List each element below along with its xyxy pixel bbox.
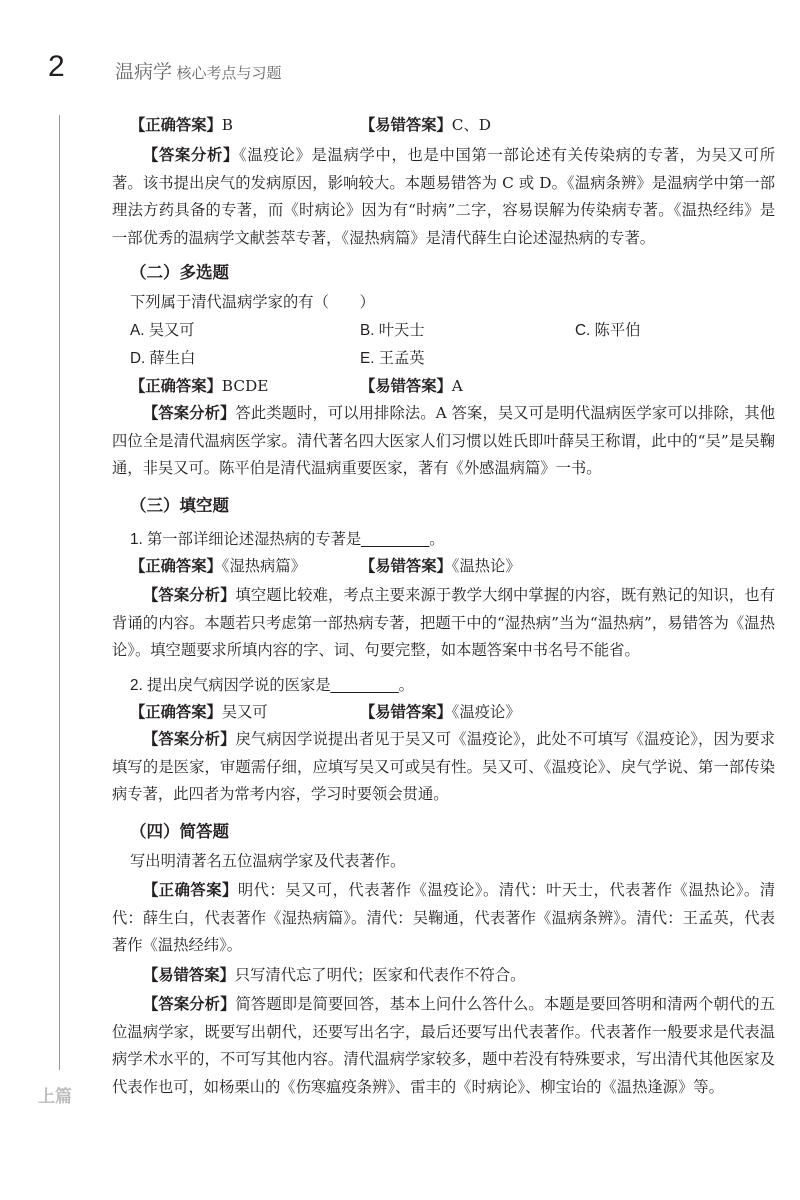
answer-row	[130, 112, 775, 140]
correct-answer: 明代：吴又可，代表著作《温疫论》。清代：叶天士，代表著作《温热论》。清代：薛生白，代表著作《湿热病篇》。清代：吴鞠通，代表著作《温病条辨》。清代：王孟英，代表著作《温热经纬》。	[112, 881, 775, 954]
correct-answer: 《湿热病篇》	[221, 557, 306, 575]
wrong-answer-paragraph	[112, 962, 775, 990]
wrong-label: 【易错答案】	[360, 117, 452, 134]
margin-rule	[59, 115, 60, 1070]
answer-row	[130, 373, 775, 401]
section-heading: （四）简答题	[130, 823, 229, 841]
wrong-answer: 只写清代忘了明代；医家和代表作不符合。	[234, 966, 526, 984]
correct-label: 【正确答案】	[130, 558, 222, 575]
question: 下列属于清代温病学家的有（ ）	[130, 294, 375, 311]
option-b: B. 叶天士	[360, 322, 425, 339]
wrong-answer: 《温热论》	[451, 557, 521, 575]
wrong-answer: A	[451, 377, 463, 395]
analysis-paragraph	[112, 991, 775, 1101]
analysis-paragraph	[112, 142, 775, 252]
option-c: C. 陈平伯	[575, 322, 641, 339]
question: 1. 第一部详细论述湿热病的专著是________。	[130, 531, 445, 548]
section-heading: （二）多选题	[130, 264, 229, 282]
wrong-label: 【易错答案】	[360, 378, 452, 395]
book-subtitle: 核心考点与习题	[176, 65, 282, 82]
correct-label: 【正确答案】	[130, 117, 222, 134]
wrong-answer: 《温疫论》	[451, 703, 521, 721]
question: 2. 提出戾气病因学说的医家是________。	[130, 677, 414, 694]
correct-label: 【正确答案】	[130, 704, 222, 721]
analysis-text: 简答题即是简要回答，基本上问什么答什么。本题是要回答明和清两个朝代的五位温病学家，既要写出朝代，还要写出名字，最后还要写出代表著作。代表著作一般要求是代表温病学术水平的，不可写其他内容。清代温病学家较多，题中若没有特殊要求，写出清代其他医家及代表作也可，如杨栗山的《伤寒瘟疫条辨》、雷丰的《时病论》、柳宝诒的《温热逢源》等。	[112, 995, 775, 1096]
analysis-label: 【答案分析】	[143, 405, 236, 422]
book-title: 温病学	[115, 62, 173, 83]
correct-label: 【正确答案】	[143, 882, 238, 899]
answer-row	[130, 699, 775, 727]
option-a: A. 吴又可	[130, 322, 195, 339]
analysis-paragraph	[112, 582, 775, 665]
analysis-text: 《温疫论》是温病学中，也是中国第一部论述有关传染病的专著，为吴又可所著。该书提出戾气的发病原因，影响较大。本题易错答为 C 或 D。《温病条辨》是温病学中第一部理法方药具备的专著，而《时病论》因为有“时病”二字，容易误解为传染病专著。《温热经纬》是一部优秀的温病学文献荟萃专著，《湿热病篇》是清代薛生白论述湿热病的专著。	[112, 146, 775, 247]
part-label: 上篇	[38, 1087, 72, 1106]
answer-row	[130, 553, 775, 581]
options-row	[130, 345, 775, 373]
analysis-label: 【答案分析】	[143, 587, 236, 604]
wrong-label: 【易错答案】	[143, 967, 235, 984]
analysis-text: 填空题比较难，考点主要来源于教学大纲中掌握的内容，既有熟记的知识，也有背诵的内容。本题若只考虑第一部热病专著，把题干中的“湿热病”当为“温热病”，易错答为《温热论》。填空题要求所填内容的字、词、句要完整，如本题答案中书名号不能省。	[112, 586, 775, 659]
option-e: E. 王孟英	[360, 350, 425, 367]
analysis-paragraph	[112, 726, 775, 809]
wrong-label: 【易错答案】	[360, 704, 452, 721]
analysis-paragraph	[112, 400, 775, 483]
correct-answer: BCDE	[221, 377, 269, 395]
options-row	[130, 317, 775, 345]
analysis-text: 答此类题时，可以用排除法。A 答案，吴又可是明代温病医学家可以排除，其他四位全是清代温病医学家。清代著名四大医家人们习惯以姓氏即叶薛吴王称谓，此中的“吴”是吴鞠通，非吴又可。陈平伯是清代温病重要医家，著有《外感温病篇》一书。	[112, 404, 775, 477]
running-header	[115, 57, 281, 84]
analysis-label: 【答案分析】	[143, 731, 236, 748]
question: 写出明清著名五位温病学家及代表著作。	[130, 853, 406, 870]
correct-answer: 吴又可	[221, 703, 268, 721]
correct-label: 【正确答案】	[130, 378, 222, 395]
section-heading: （三）填空题	[130, 497, 229, 515]
correct-answer: B	[221, 116, 234, 134]
page-number: 2	[48, 50, 65, 83]
analysis-label: 【答案分析】	[143, 147, 240, 164]
analysis-label: 【答案分析】	[143, 996, 236, 1013]
wrong-label: 【易错答案】	[360, 558, 452, 575]
correct-answer-paragraph	[112, 877, 775, 960]
option-d: D. 薛生白	[130, 350, 196, 367]
wrong-answer: C、D	[451, 116, 492, 134]
analysis-text: 戾气病因学说提出者见于吴又可《温疫论》，此处不可填写《温疫论》，因为要求填写的是医家，审题需仔细，应填写吴又可或吴有性。吴又可、《温疫论》、戾气学说、第一部传染病专著，此四者为常考内容，学习时要领会贯通。	[112, 730, 775, 803]
